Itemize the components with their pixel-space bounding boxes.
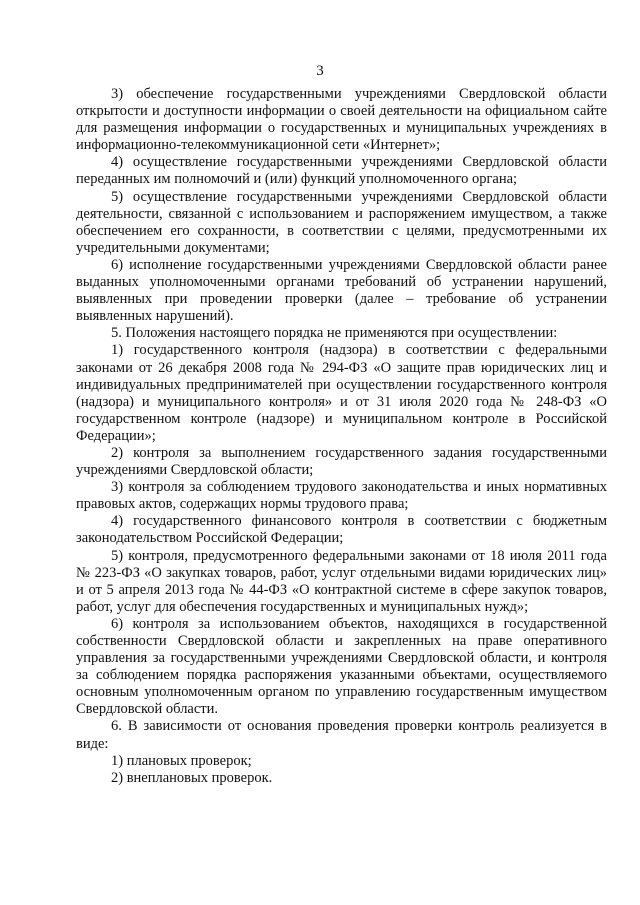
- section-5-heading: 5. Положения настоящего порядка не применяются при осуществлении:: [111, 325, 558, 342]
- paragraph-item-5: 5) осуществление государственными учреждениями Свердловской области деятельности, связанной с использованием и распоряжением имуществом, а также обеспечением его сохранности, в соответствии с целями, предусмотренными их учредительными документами;: [76, 188, 607, 256]
- section-5-item-2: 2) контроля за выполнением государственного задания государственными учреждениями Свердловской области;: [76, 444, 607, 479]
- section-5-item-6: 6) контроля за использованием объектов, находящихся в государственной собственности Свердловской области и закрепленных на праве оперативного управления за государственными учреждениями Свердловской области, и контроля за соблюдением порядка распоряжения указанными объектами, осуществляемого основным уполномоченным органом по управлению государственным имуществом Свердловской области.: [76, 615, 607, 718]
- section-5-item-1: 1) государственного контроля (надзора) в соответствии с федеральными законами от 26 декабря 2008 года № 294-ФЗ «О защите прав юридических лиц и индивидуальных предпринимателей при осуществлении государственного контроля (надзора) и муниципального контроля» и от 31 июля 2020 года № 248-ФЗ «О государственном контроле (надзоре) и муниципальном контроле в Российской Федерации»;: [76, 342, 607, 444]
- paragraph-item-4: 4) осуществление государственными учреждениями Свердловской области переданных им полномочий и (или) функций уполномоченного органа;: [76, 154, 607, 188]
- document-body: [76, 86, 607, 787]
- section-6-heading: 6. В зависимости от основания проведения проверки контроль реализуется в виде:: [76, 718, 607, 752]
- section-5-item-3: 3) контроля за соблюдением трудового законодательства и иных нормативных правовых актов, содержащих нормы трудового права;: [76, 479, 607, 513]
- section-5-item-4: 4) государственного финансового контроля в соответствии с бюджетным законодательством Российской Федерации;: [76, 513, 607, 547]
- paragraph-item-6: 6) исполнение государственными учреждениями Свердловской области ранее выданных уполномоченными органами требований об устранении нарушений, выявленных при проведении проверки (далее – требование об устранении выявленных нарушений).: [76, 256, 607, 325]
- page-number: 3: [316, 63, 324, 79]
- paragraph-item-3: 3) обеспечение государственными учреждениями Свердловской области открытости и доступности информации о своей деятельности на официальном сайте для размещения информации о государственных и муниципальных учреждениях в информационно-телекоммуникационной сети «Интернет»;: [76, 86, 607, 154]
- section-6-item-2: 2) внеплановых проверок.: [111, 769, 273, 786]
- section-6-item-1: 1) плановых проверок;: [111, 752, 252, 769]
- section-5-item-5: 5) контроля, предусмотренного федеральными законами от 18 июля 2011 года № 223-ФЗ «О закупках товаров, работ, услуг отдельными видами юридических лиц» и от 5 апреля 2013 года № 44-ФЗ «О контрактной системе в сфере закупок товаров, работ, услуг для обеспечения государственных и муниципальных нужд»;: [76, 547, 607, 615]
